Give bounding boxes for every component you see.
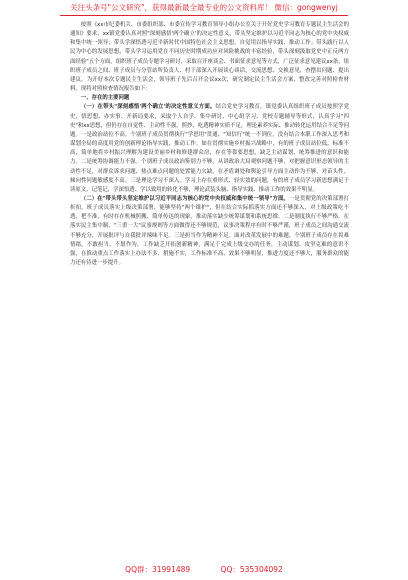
item-2-paragraph: [70, 195, 349, 268]
item-1-label: （一）在带头"深刻感悟'两个确立'的决定性意义方面。: [80, 104, 216, 111]
header-divider: [60, 15, 348, 16]
footer-qq-group: QQ群：31991489: [125, 565, 191, 574]
section-heading: 一、存在的主要问题: [80, 95, 130, 102]
item-2-text: 一是贯彻党的决策部署打折扣。班子成员落实上级决策部署，能够坚持"两个维护"，但在结合实际抓落实方面还不够深入，对上级政策吃不透、把不准，有时存在机械照搬、简单传达的现象，推动落实缺少统筹谋划和系统思维。二是制度执行不够严格。在落实民主集中制、"三重一大"议事规则等方面做得还不够规范，议事决策程序有时不够严谨，班子成员之间沟通交流不够充分，开展批评与自我批评辣味不足。三是担当作为精神不足。面对改革发展中的难题，个别班子成员存在畏难情绪，不敢担当、不愿作为，工作缺乏开拓创新精神，满足于完成上级交办的任务，主动谋划、攻坚克难的意识不强，在推动重点工作落实上办法不多、措施不实，工作标准不高、效果不够明显，推进力度还不够大，服务群众的能力还有待进一步提升。: [70, 195, 349, 267]
item-1-paragraph: [70, 103, 349, 195]
document-body: [70, 21, 349, 268]
header-banner: 关注头条号"公文研究"，获得最新最全最专业的公文资料库！ 微信：gongwenyj: [70, 3, 338, 12]
footer-qq: QQ：535304092: [220, 565, 283, 574]
intro-paragraph: 按照《xx市纪委机关、市委组织部、市委宣传学习教育领导小组办公室关于开好党史学习教育专题民主生活会的通知》要求，xx镇党委认真对照"深刻感悟'两个确立'的决定性意义，带头坚定维护以习近平同志为核心的党中央权威和集中统一领导；带头学深悟透习近平新时代中国特色社会主义思想，自觉用以指导实践、推动工作；带头践行以人民为中心的发展思想，带头学习运用党在不同历史时期成功应对风险挑战的丰富经验，带头深刻汲取党史中正反两方面经验"五个方面，组织班子成员专题学习研讨，采取召开座谈会、书面征求意见等方式，广泛征求意见建议xx条，组织班子成员之间、班子成员与分管站所负责人、村干部深入开展谈心谈话，交流思想、交换意见，查摆出问题、提出建议。为开好本次专题民主生活会，领导班子先后召开会议xx次，研究制定民主生活会方案，整改完善对照检查材料，现将对照检查情况报告如下：: [70, 22, 349, 93]
item-1-text: 结合党史学习教育，镇党委认真组织班子成员按照学党史、悟思想、办实事、开新局要求，采取个人自学、集中研讨、中心组学习、党校专题辅导等形式，认真学习"四史"和xx思想，但仍存在自觉性、主动性不强，照抄、吃透精神实质不足，理论素养实际、推动转化运用结合不足等问题。一是政治站位不高。个别班子成员贯彻执行"学思用"贯通、"知信行"统一不到位，没有结合本职工作深入思考和谋划全局的高度用党的创新理论指导实践，推动工作。如在贯彻实施乡村振兴战略中，有的班子成员站位低、标准不高，简单地将乡村振兴理解为建设美丽乡村和修建群众房，存在等靠要思想，缺乏主动谋划、统筹推进的意识和能力。二是统筹协调能力不强。个别班子成员政治鉴别力不够，从讲政治大局观察问题不够，对把握意识形态领导的主动性不足，对群众诉求问题、热点难点问题的处置能力欠缺，在矛盾调处和舆论引导方面主动作为不够，对苗头性、倾向性问题敏感度不高。三是理论学习不深入。学习上存在重形式、轻实效的问题，有的班子成员学习新思想满足于读原文、记笔记，学深悟透、学以致用的转化不够，理论武装头脑、指导实践、推动工作的效果不明显。: [70, 104, 349, 193]
item-2-label: （二）在"带头带头坚定维护以习近平同志为核心的党中央权威和集中统一领导"方面。: [80, 195, 289, 202]
footer: [0, 564, 408, 575]
